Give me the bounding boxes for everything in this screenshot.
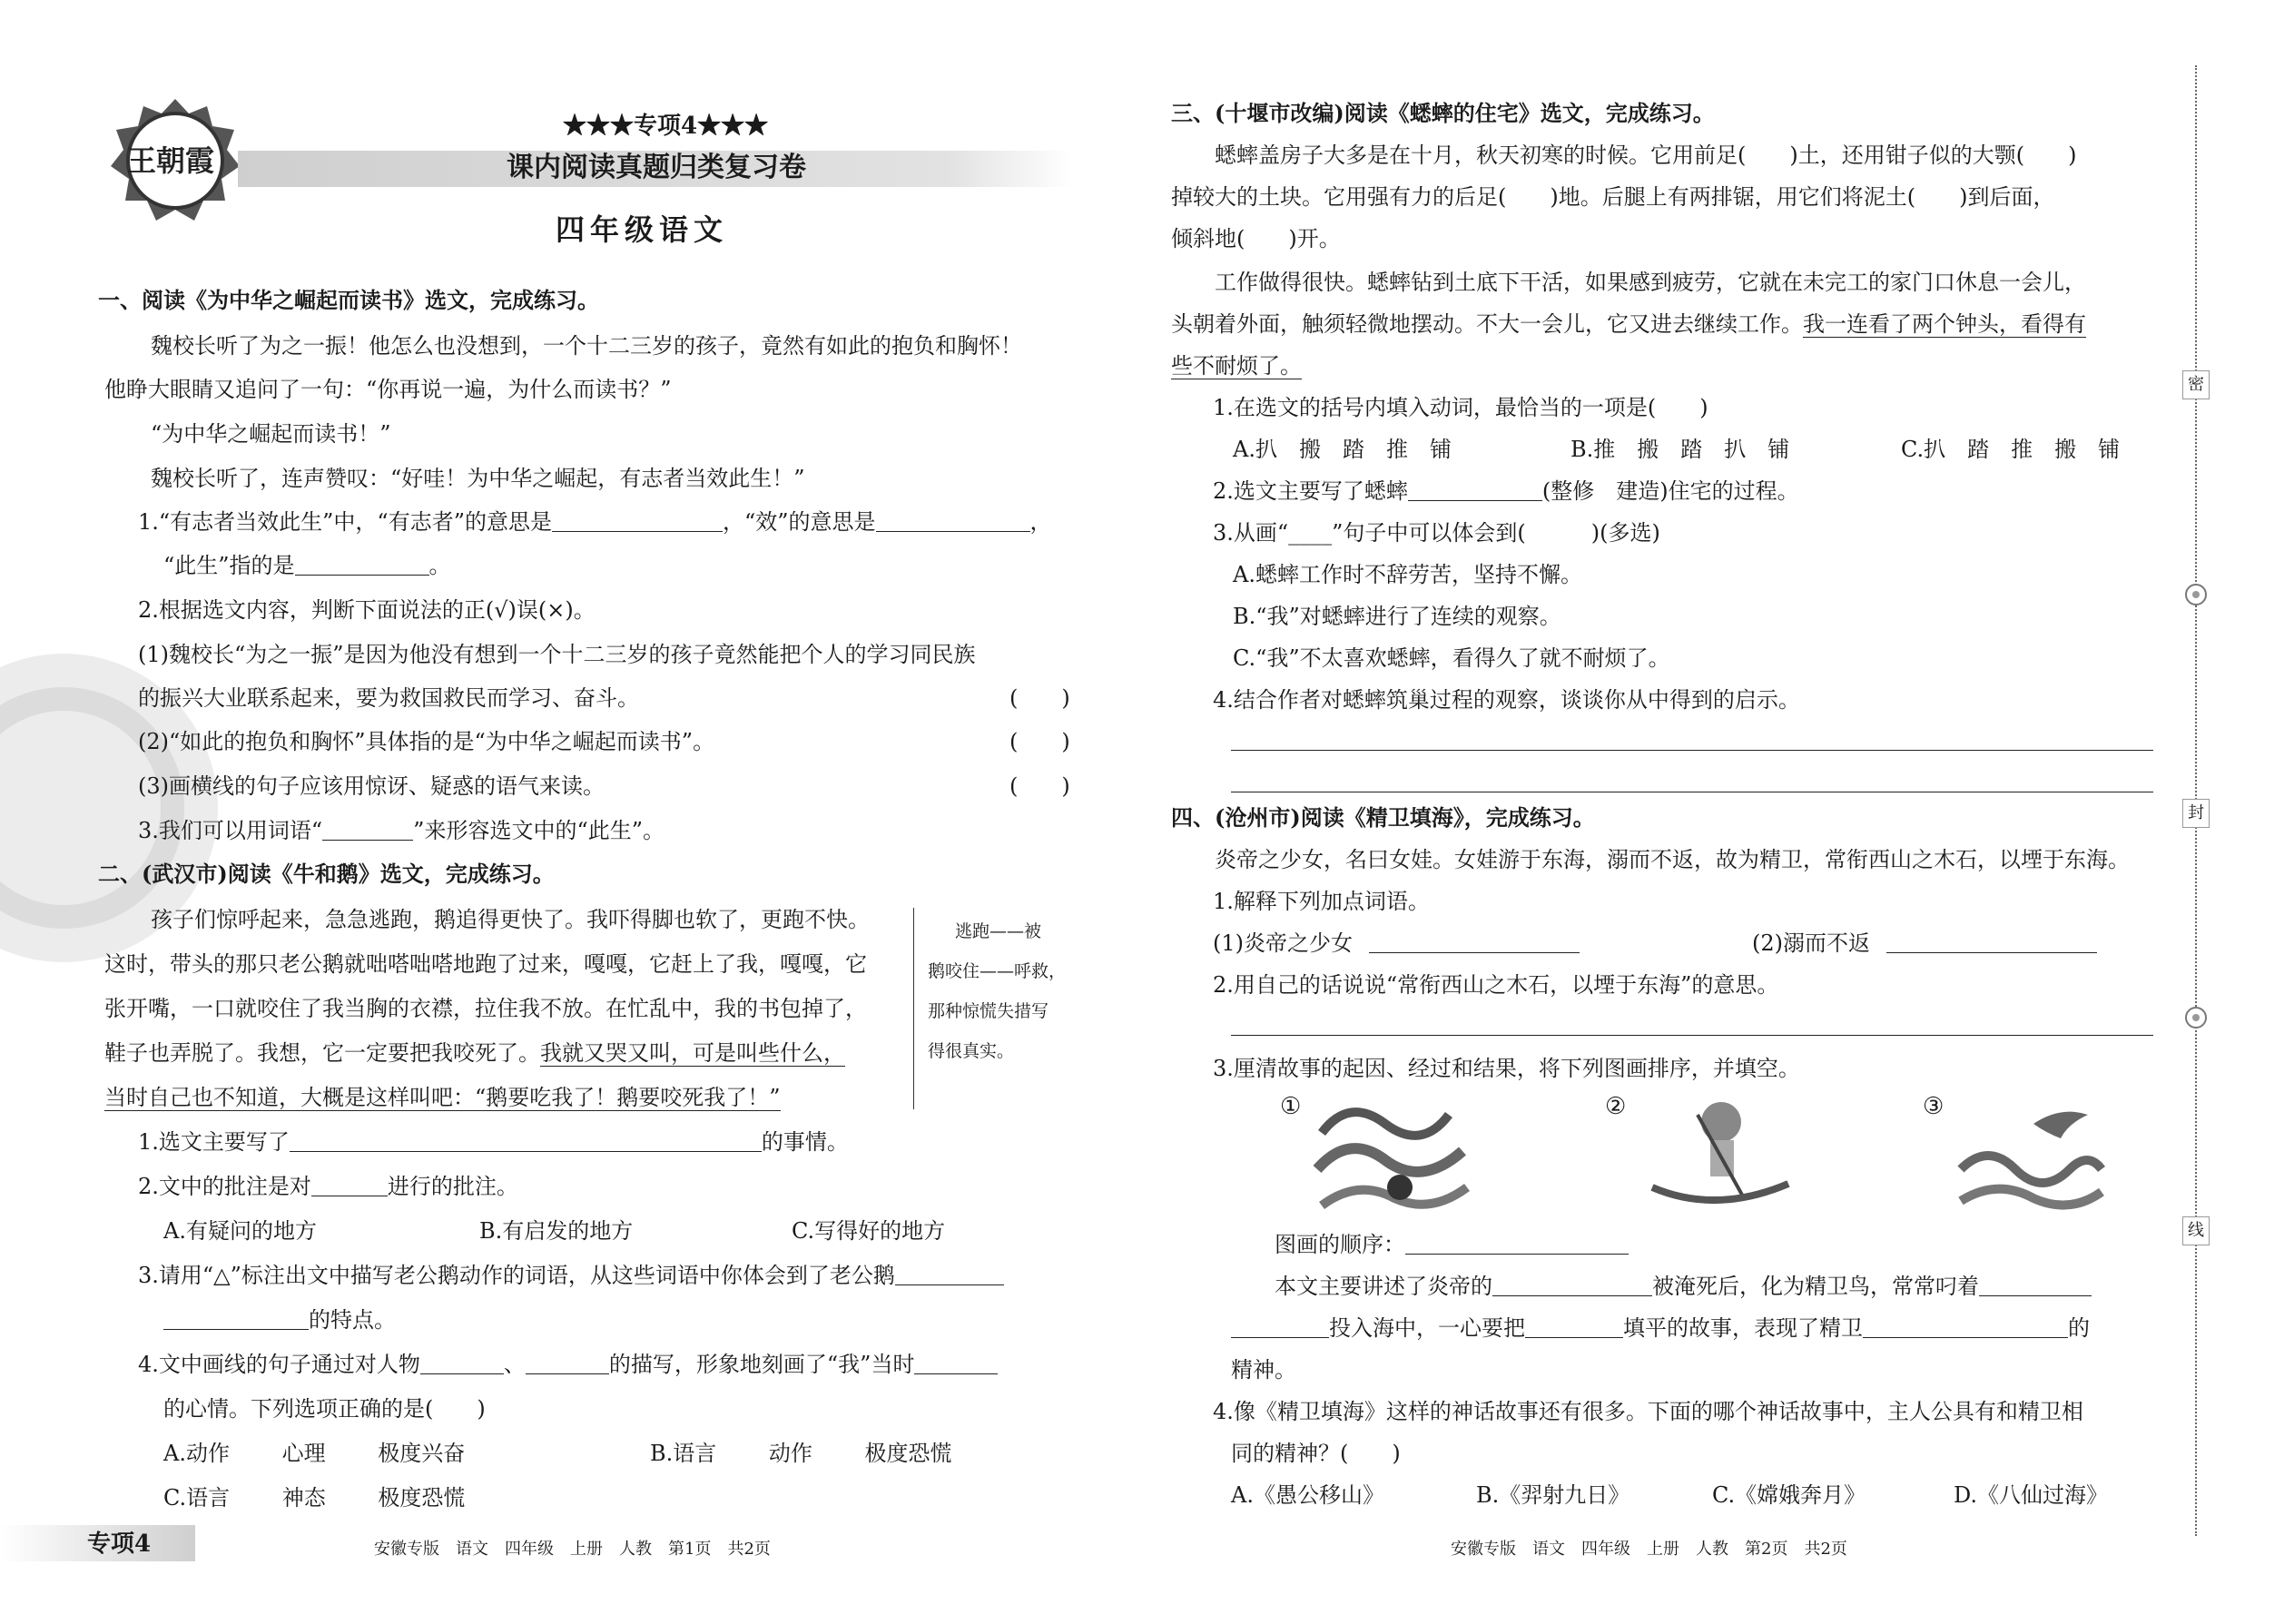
s4-order xyxy=(1275,1229,1629,1260)
s4-order-text: 图画的顺序： xyxy=(1275,1232,1405,1257)
s1-q3-text: ”来形容选文中的“此生”。 xyxy=(413,818,665,843)
option-word: C.语言 xyxy=(163,1485,231,1511)
s4-q4-option-b[interactable]: B.《羿射九日》 xyxy=(1476,1482,1630,1508)
s2-underlined-sentence: 当时自己也不知道，大概是这样叫吧：“鹅要吃我了！鹅要咬死我了！” xyxy=(104,1085,781,1110)
s1-q1-text: 。 xyxy=(428,553,451,578)
s1-q1-text: “此生”指的是 xyxy=(163,553,295,578)
picture-label: ③ xyxy=(1923,1093,1944,1120)
annotation-divider xyxy=(913,908,914,1109)
s1-q2-item: 的振兴大业联系起来，要为救国救民而学习、奋斗。 xyxy=(138,685,639,711)
s3-para: 掉较大的土块。它用强有力的后足( )地。后腿上有两排锯，用它们将泥土( )到后面， xyxy=(1171,184,2055,210)
s2-para xyxy=(104,1038,845,1068)
option-word: A.动作 xyxy=(163,1441,230,1466)
s2-para: 孩子们惊呼起来，急急逃跑，鹅追得更快了。我吓得脚也软了，更跑不快。 xyxy=(151,907,870,932)
judge-paren[interactable]: ( ) xyxy=(1009,685,1070,711)
s4-q1-item xyxy=(1752,928,2097,959)
s4-q1-text: (1)炎帝之少女 xyxy=(1213,930,1353,956)
s2-q2 xyxy=(138,1171,518,1202)
s1-para: 魏校长听了为之一振！他怎么也没想到，一个十二三岁的孩子，竟然有如此的抱负和胸怀！ xyxy=(151,333,1022,359)
answer-blank[interactable] xyxy=(322,820,413,841)
girl-in-boat-picture xyxy=(1634,1097,1797,1215)
s3-q4: 4.结合作者对蟋蟀筑巢过程的观察，谈谈你从中得到的启示。 xyxy=(1213,687,1800,713)
answer-blank[interactable] xyxy=(311,1176,388,1196)
s1-para: 魏校长听了，连声赞叹：“好哇！为中华之崛起，有志者当效此生！” xyxy=(151,466,805,491)
binding-mark: 封 xyxy=(2182,799,2210,828)
answer-blank[interactable] xyxy=(876,511,1030,532)
s1-q2-item: (3)画横线的句子应该用惊讶、疑惑的语气来读。 xyxy=(138,773,605,799)
answer-blank[interactable] xyxy=(552,511,723,532)
s1-q1-text: ， xyxy=(1029,509,1052,535)
s2-q4 xyxy=(138,1349,998,1380)
s4-fill xyxy=(1231,1313,2090,1343)
binding-hole-icon xyxy=(2182,1004,2210,1031)
s1-q1-text: ，“效”的意思是 xyxy=(722,509,876,535)
section4-title: 四、(沧州市)阅读《精卫填海》，完成练习。 xyxy=(1171,804,1595,831)
s3-para: 工作做得很快。蟋蟀钻到土底下干活，如果感到疲劳，它就在未完工的家门口休息一会儿， xyxy=(1215,270,2086,295)
s4-fill-text: 的 xyxy=(2068,1315,2090,1341)
s2-para xyxy=(104,1082,781,1113)
s2-q2-option-c[interactable]: C.写得好的地方 xyxy=(792,1218,946,1244)
s2-underlined-sentence: 我就又哭又叫，可是叫些什么， xyxy=(540,1040,845,1066)
option-word: 心理 xyxy=(281,1441,326,1466)
s3-q2-text: (整修 建造)住宅的过程。 xyxy=(1541,478,1799,504)
s2-q2-text: 2.文中的批注是对 xyxy=(138,1174,311,1199)
s4-q4-cont: 同的精神？( ) xyxy=(1231,1441,1401,1466)
answer-line[interactable] xyxy=(1231,750,2153,751)
s2-q3-text: 的特点。 xyxy=(309,1307,396,1333)
s1-q1 xyxy=(138,507,1052,537)
s2-q2-option-b[interactable]: B.有启发的地方 xyxy=(479,1218,634,1244)
binding-mark: 密 xyxy=(2182,370,2210,399)
s2-para: 这时，带头的那只老公鹅就咄嗒咄嗒地跑了过来，嘎嘎，它赶上了我，嘎嘎，它 xyxy=(104,951,867,977)
s1-q3-text: 3.我们可以用词语“ xyxy=(138,818,323,843)
answer-blank[interactable] xyxy=(1979,1275,2092,1296)
option-word: 动作 xyxy=(768,1441,812,1466)
s4-q3: 3.厘清故事的起因、经过和结果，将下列图画排序，并填空。 xyxy=(1213,1056,1800,1081)
option-word: 神态 xyxy=(281,1485,326,1511)
answer-blank[interactable] xyxy=(914,1353,998,1374)
answer-blank[interactable] xyxy=(1863,1317,2068,1338)
answer-blank[interactable] xyxy=(1492,1275,1652,1296)
s2-q4-option-c[interactable] xyxy=(163,1482,465,1513)
s1-para: 他睁大眼睛又追问了一句：“你再说一遍，为什么而读书？” xyxy=(104,377,672,402)
option-word: 极度恐慌 xyxy=(378,1485,466,1511)
section3-title: 三、(十堰市改编)阅读《蟋蟀的住宅》选文，完成练习。 xyxy=(1171,100,1715,126)
section1-title: 一、阅读《为中华之崛起而读书》选文，完成练习。 xyxy=(98,287,599,313)
s2-q4-text: 、 xyxy=(503,1352,526,1377)
s3-q1-option-c[interactable]: C.扒 踏 推 搬 铺 xyxy=(1901,437,2121,462)
s2-q1-text: 1.选文主要写了 xyxy=(138,1129,290,1155)
s4-q2: 2.用自己的话说说“常衔西山之木石，以堙于东海”的意思。 xyxy=(1213,972,1779,998)
answer-blank[interactable] xyxy=(1525,1317,1623,1338)
s4-fill xyxy=(1275,1271,2092,1302)
s2-q4-option-a[interactable] xyxy=(163,1438,465,1469)
s4-fill: 精神。 xyxy=(1231,1357,1296,1383)
s4-q1-text: (2)溺而不返 xyxy=(1752,930,1870,956)
binding-mark: 线 xyxy=(2182,1216,2210,1245)
s4-q4-option-d[interactable]: D.《八仙过海》 xyxy=(1954,1482,2109,1508)
answer-blank[interactable] xyxy=(895,1265,1004,1285)
s3-q1-option-b[interactable]: B.推 搬 踏 扒 铺 xyxy=(1570,437,1790,462)
judge-paren[interactable]: ( ) xyxy=(1009,773,1070,799)
answer-blank[interactable] xyxy=(295,555,429,576)
s3-para: 蟋蟀盖房子大多是在十月，秋天初寒的时候。它用前足( )土，还用钳子似的大颚( ) xyxy=(1215,143,2077,168)
option-word: 极度兴奋 xyxy=(378,1441,466,1466)
answer-blank[interactable] xyxy=(1405,1234,1629,1255)
picture-label: ② xyxy=(1605,1093,1627,1120)
s2-text: 鞋子也弄脱了。我想，它一定要把我咬死了。 xyxy=(104,1040,540,1066)
s4-fill-text: 填平的故事，表现了精卫 xyxy=(1623,1315,1863,1341)
s2-q3 xyxy=(138,1260,1004,1291)
s3-q3-option-b[interactable]: B.“我”对蟋蟀进行了连续的观察。 xyxy=(1233,604,1561,629)
footer-info: 安徽专版 语文 四年级 上册 人教 第2页 共2页 xyxy=(1451,1540,1847,1559)
s4-q1: 1.解释下列加点词语。 xyxy=(1213,889,1430,914)
answer-blank[interactable] xyxy=(1886,932,2097,953)
s1-q1-text: 1.“有志者当效此生”中，“有志者”的意思是 xyxy=(138,509,552,535)
option-word: 极度恐慌 xyxy=(864,1441,952,1466)
picture-label: ① xyxy=(1280,1093,1302,1120)
s2-q1-text: 的事情。 xyxy=(761,1129,849,1155)
s4-fill-text: 被淹死后，化为精卫鸟，常常叼着 xyxy=(1652,1274,1979,1299)
s3-para xyxy=(1171,350,1302,381)
binding-hole-icon xyxy=(2182,581,2210,608)
s1-q2: 2.根据选文内容，判断下面说法的正(√)误(×)。 xyxy=(138,597,596,623)
section2-title: 二、(武汉市)阅读《牛和鹅》选文，完成练习。 xyxy=(98,861,555,887)
s4-fill-text: 本文主要讲述了炎帝的 xyxy=(1275,1274,1492,1299)
s4-q4-option-a[interactable]: A.《愚公移山》 xyxy=(1231,1482,1384,1508)
s4-para: 炎帝之少女，名曰女娃。女娃游于东海，溺而不返，故为精卫，常衔西山之木石，以堙于东海。 xyxy=(1215,847,2130,872)
annotation-text: 那种惊慌失措写 xyxy=(928,1001,1049,1021)
s2-q4-option-b[interactable] xyxy=(650,1438,952,1469)
s4-q4: 4.像《精卫填海》这样的神话故事还有很多。下面的哪个神话故事中，主人公具有和精卫相 xyxy=(1213,1399,2083,1424)
answer-blank[interactable] xyxy=(290,1131,762,1152)
s1-q2-item: (1)魏校长“为之一振”是因为他没有想到一个十二三岁的孩子竟然能把个人的学习同民族 xyxy=(138,642,976,667)
logo-text: 王朝霞 xyxy=(127,143,215,178)
page-grade-title: 四年级语文 xyxy=(556,212,729,247)
s1-q1-cont xyxy=(163,550,451,581)
answer-blank[interactable] xyxy=(526,1353,609,1374)
annotation-text: 鹅咬住——呼救， xyxy=(928,961,1067,981)
s2-para: 张开嘴，一口就咬住了我当胸的衣襟，拉住我不放。在忙乱中，我的书包掉了， xyxy=(104,996,867,1021)
s2-q2-option-a[interactable]: A.有疑问的地方 xyxy=(163,1218,317,1244)
s4-q1-item xyxy=(1213,928,1580,959)
answer-blank[interactable] xyxy=(1369,932,1580,953)
option-word: B.语言 xyxy=(650,1441,717,1466)
bird-over-sea-picture xyxy=(1952,1097,2106,1215)
waves-girl-drowning-picture xyxy=(1313,1097,1471,1216)
s2-q2-text: 进行的批注。 xyxy=(387,1174,518,1199)
footer-info: 安徽专版 语文 四年级 上册 人教 第1页 共2页 xyxy=(374,1540,771,1559)
s1-q2-item: (2)“如此的抱负和胸怀”具体指的是“为中华之崛起而读书”。 xyxy=(138,729,715,754)
s2-q3-cont xyxy=(163,1304,396,1335)
s3-para xyxy=(1171,309,2086,340)
s2-q4-text: 4.文中画线的句子通过对人物 xyxy=(138,1352,420,1377)
s3-q1-option-a[interactable]: A.扒 搬 踏 推 铺 xyxy=(1233,437,1452,462)
answer-line[interactable] xyxy=(1231,1035,2153,1036)
header-subtitle: 课内阅读真题归类复习卷 xyxy=(507,152,806,183)
s3-q3-option-c[interactable]: C.“我”不太喜欢蟋蟀，看得久了就不耐烦了。 xyxy=(1233,645,1670,671)
s3-text: 头朝着外面，触须轻微地摆动。不大一会儿，它又进去继续工作。 xyxy=(1171,311,1803,337)
annotation-text: 逃跑——被 xyxy=(955,921,1042,941)
answer-blank[interactable] xyxy=(1231,1317,1329,1338)
s4-q4-option-c[interactable]: C.《嫦娥奔月》 xyxy=(1712,1482,1866,1508)
annotation-text: 得很真实。 xyxy=(928,1041,1015,1061)
s3-underlined-sentence: 我一连看了两个钟头，看得有 xyxy=(1803,311,2086,337)
s3-para: 倾斜地( )开。 xyxy=(1171,226,1341,251)
answer-blank[interactable] xyxy=(163,1309,309,1330)
s2-q1 xyxy=(138,1127,849,1157)
s3-q1: 1.在选文的括号内填入动词，最恰当的一项是( ) xyxy=(1213,395,1708,420)
header-badge: ★★★专项4★★★ xyxy=(563,113,769,140)
s2-q3-text: 3.请用“△”标注出文中描写老公鹅动作的词语，从这些词语中你体会到了老公鹅 xyxy=(138,1263,895,1288)
s3-q2 xyxy=(1213,476,1799,507)
s2-q4-cont: 的心情。下列选项正确的是( ) xyxy=(163,1396,486,1422)
s3-q3-option-a[interactable]: A.蟋蟀工作时不辞劳苦，坚持不懈。 xyxy=(1233,562,1582,587)
s3-q2-text: 2.选文主要写了蟋蟀 xyxy=(1213,478,1408,504)
s1-para: “为中华之崛起而读书！” xyxy=(151,421,391,447)
s4-fill-text: 投入海中，一心要把 xyxy=(1329,1315,1525,1341)
answer-blank[interactable] xyxy=(1408,480,1542,501)
s3-q3: 3.从画“____”句子中可以体会到( )(多选) xyxy=(1213,520,1660,546)
footer-label: 专项4 xyxy=(87,1530,152,1558)
s1-q3 xyxy=(138,815,665,846)
answer-blank[interactable] xyxy=(420,1353,504,1374)
s3-underlined-sentence: 些不耐烦了。 xyxy=(1171,353,1302,379)
judge-paren[interactable]: ( ) xyxy=(1009,729,1070,754)
s2-q4-text: 的描写，形象地刻画了“我”当时 xyxy=(608,1352,915,1377)
